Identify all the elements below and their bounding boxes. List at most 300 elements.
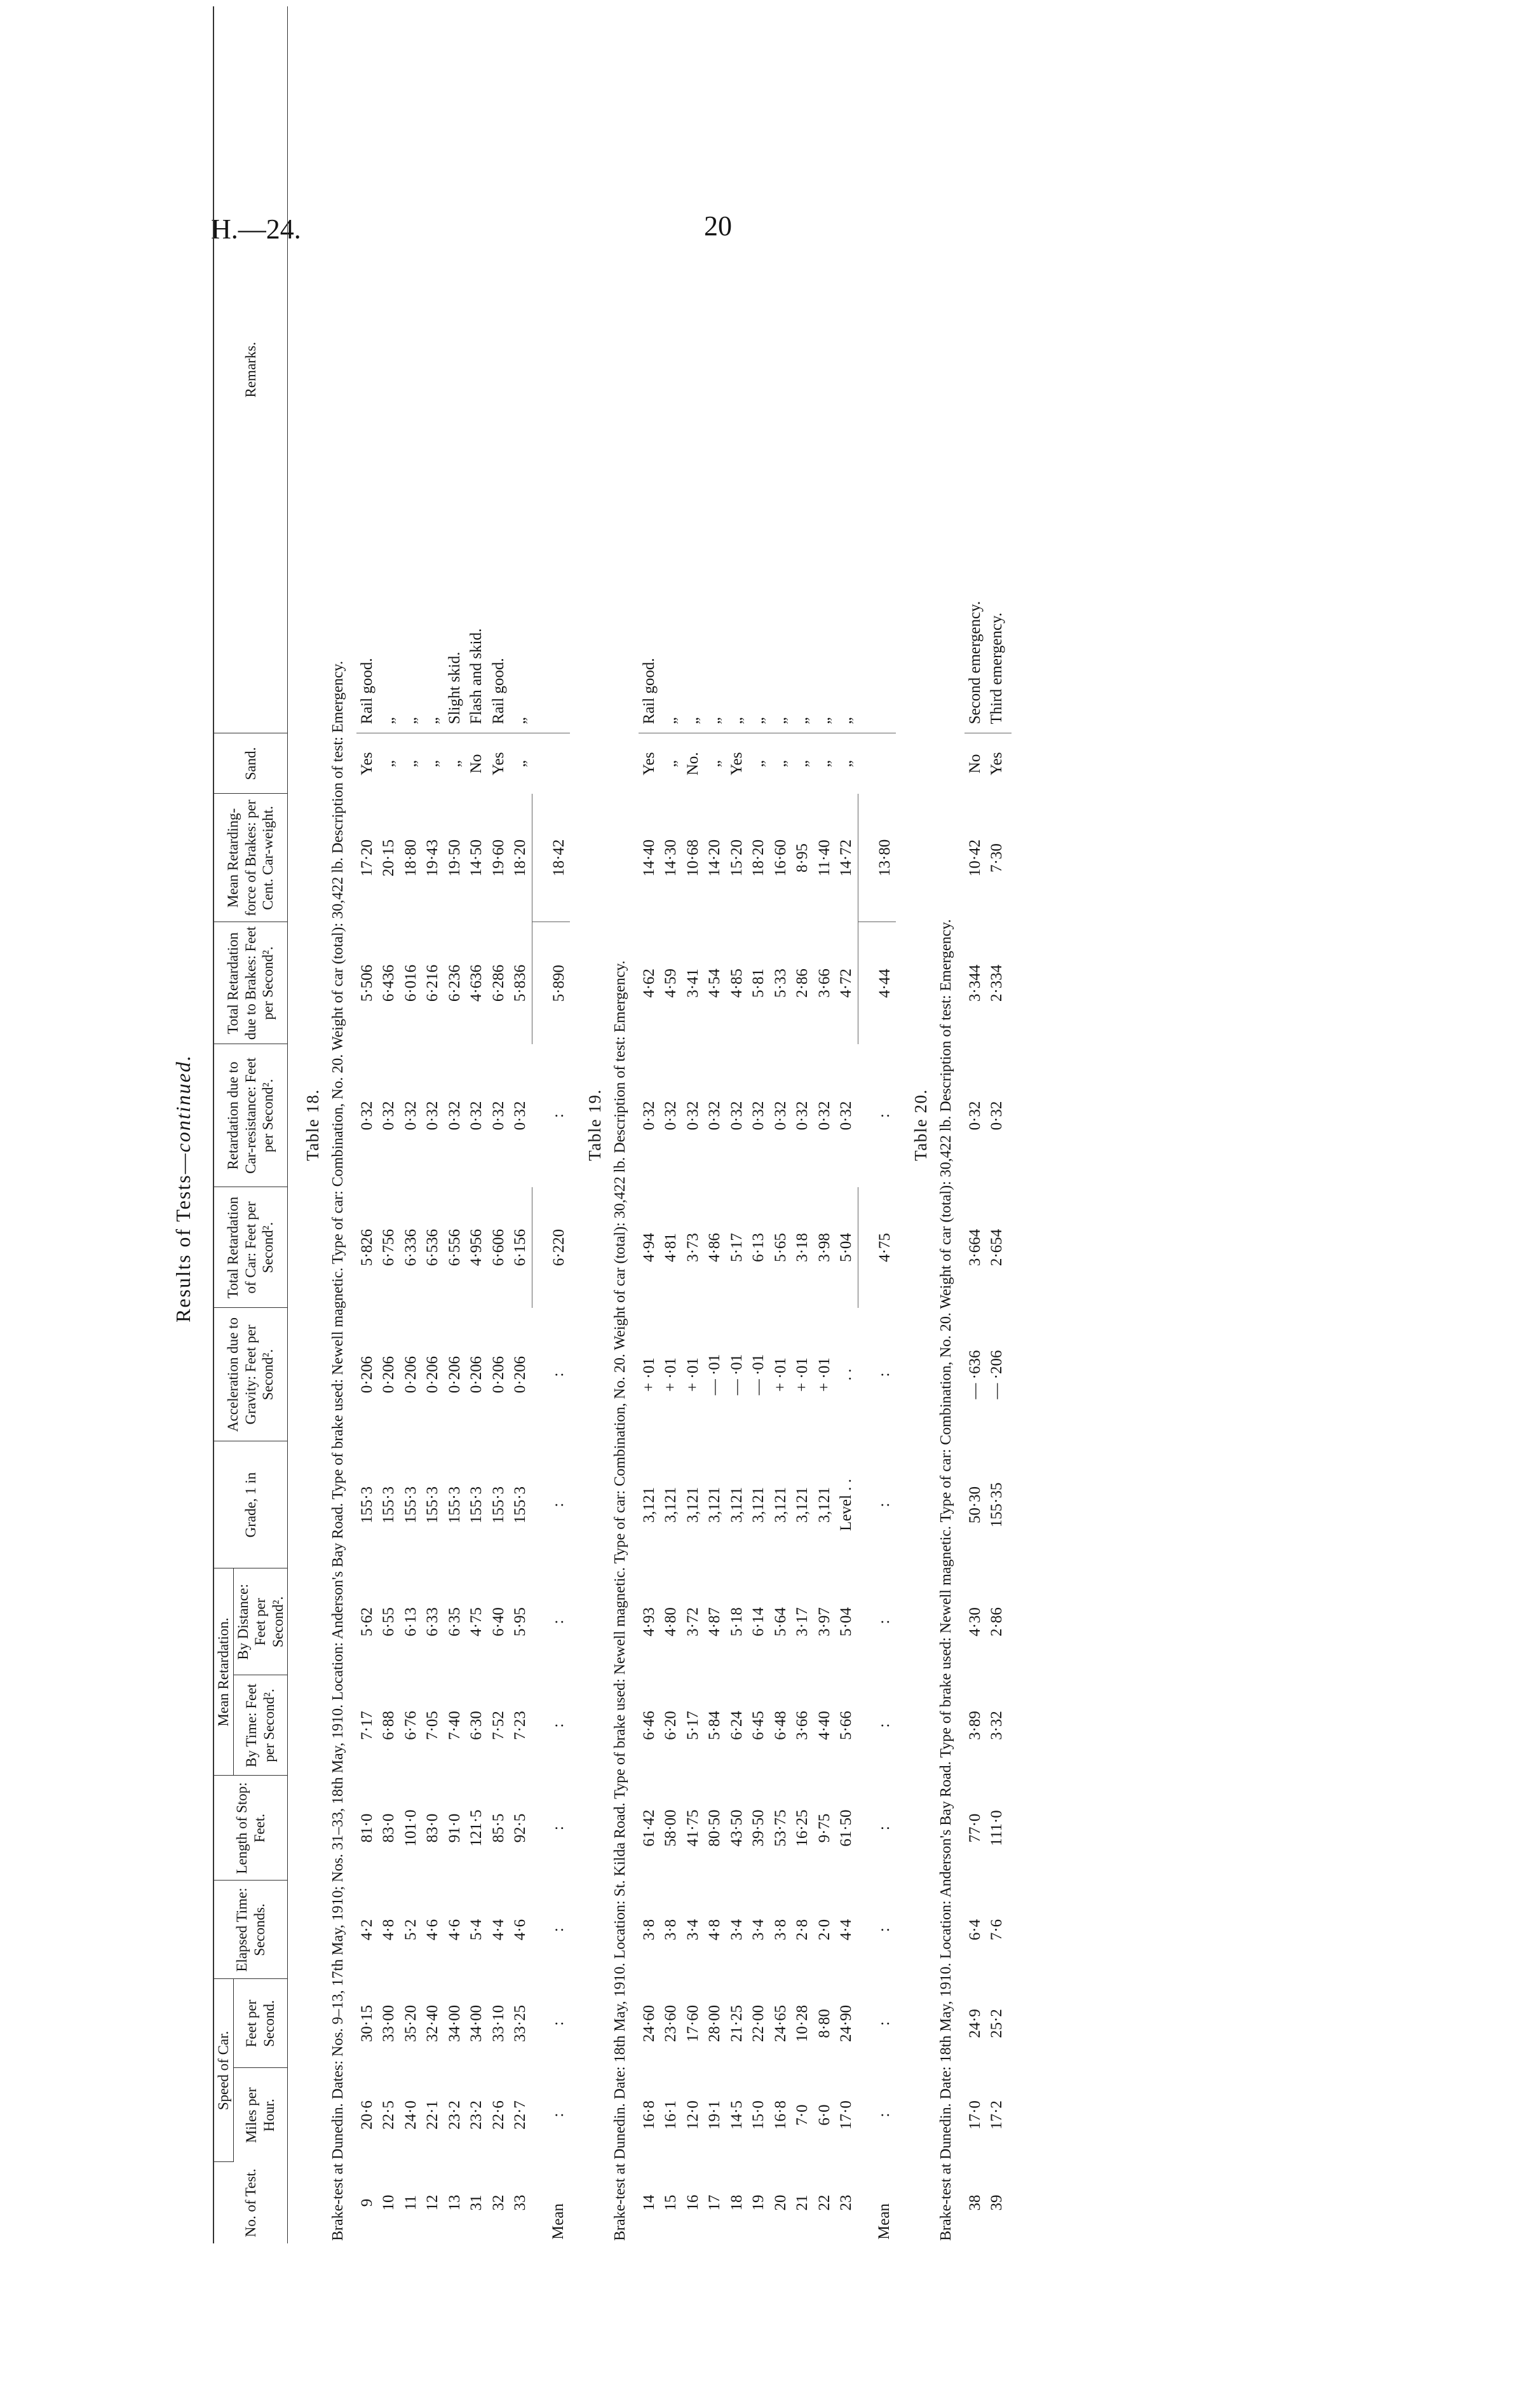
results-title-continued: continued.	[172, 1054, 194, 1153]
table-cell: 0·32	[640, 1101, 658, 1131]
table-cell: 20·6	[358, 2100, 376, 2130]
table-cell: 23·2	[445, 2100, 463, 2130]
table-cell: „	[748, 6, 770, 733]
table-cell: 0·206	[511, 1356, 529, 1394]
table-cell: 7·05	[424, 1711, 442, 1740]
table-cell: 5·826	[358, 1228, 376, 1267]
table-cell: 6·40	[489, 1607, 507, 1636]
table-description: Brake-test at Dunedin. Dates: Nos. 9–13, 17th May, 1910; Nos. 31–33, 18th May, 1910. Location: Anderson's Bay Road. Type of brake used: Newell magnetic. Type of car: Combination, No. 20. Weight of car (total): 30,422 lb. Description of test: Emergency.	[330, 660, 347, 2241]
table-row	[704, 6, 726, 2243]
table-cell: „	[837, 760, 855, 768]
table-cell: 0·32	[424, 1101, 442, 1131]
mean-row	[858, 6, 896, 2243]
table-cell: 5·04	[837, 1233, 855, 1262]
table-title: Table 20.	[911, 1089, 931, 1161]
table-row	[726, 6, 748, 2243]
table-cell: 50·30	[966, 1486, 984, 1524]
rotated-results-table	[172, 133, 1353, 2243]
col-remarks: Remarks.	[213, 6, 288, 733]
table-cell: 0·32	[445, 1101, 463, 1131]
table-cell: 33·10	[489, 2004, 507, 2043]
table-cell: 3·41	[684, 969, 701, 998]
table-cell: 7·52	[489, 1711, 507, 1740]
table-cell: 0·206	[445, 1356, 463, 1394]
table-cell: 2·86	[794, 969, 811, 998]
table-cell: 3,121	[640, 1486, 658, 1523]
table-cell: No	[966, 754, 984, 774]
table-cell: + ·01	[684, 1357, 701, 1392]
table-cell: 7·0	[794, 2104, 811, 2126]
table-cell: „	[402, 760, 419, 768]
table-cell: 77·0	[966, 1813, 984, 1843]
table-cell: 5·64	[771, 1607, 789, 1636]
mean-total-ret-car: 4·75	[858, 1187, 896, 1308]
table-row	[444, 6, 466, 2243]
table-cell: 5·2	[402, 1919, 419, 1941]
table-cell: 3·664	[966, 1228, 984, 1267]
table-cell: 14	[640, 2194, 658, 2211]
table-cell: 3·73	[684, 1233, 701, 1262]
table-cell: 38	[966, 2194, 984, 2211]
table-cell: 53·75	[771, 1809, 789, 1847]
table-cell: 61·50	[837, 1809, 855, 1847]
table-cell: 3·4	[684, 1919, 701, 1941]
table-cell: 23·2	[468, 2100, 485, 2130]
table-cell: 22·7	[511, 2100, 529, 2130]
table-cell: 155·3	[358, 1486, 376, 1524]
table-row	[488, 6, 510, 2243]
table-cell: 9	[358, 2198, 376, 2207]
table-cell: + ·01	[815, 1357, 833, 1392]
mean-dots: :	[550, 1372, 567, 1377]
table-cell: 5·506	[358, 964, 376, 1002]
col-elapsed: Elapsed Time: Seconds.	[213, 1881, 288, 1979]
table-cell: 80·50	[706, 1809, 724, 1847]
table-cell: 5·65	[771, 1233, 789, 1262]
table-cell: 4·85	[728, 969, 745, 998]
table-cell: 24·60	[640, 2004, 658, 2043]
table-cell: 6·216	[424, 964, 442, 1002]
table-cell: 0·206	[358, 1356, 376, 1394]
table-cell: 8·95	[794, 843, 811, 873]
mean-dots: :	[876, 1113, 893, 1118]
table-cell: 33·25	[511, 2004, 529, 2043]
table-cell: 155·3	[402, 1486, 419, 1524]
table-cell: 6·436	[380, 964, 398, 1002]
table-description-row	[933, 6, 964, 2243]
mean-dots: :	[550, 1113, 567, 1118]
table-row	[682, 6, 705, 2243]
table-cell: 6·756	[380, 1228, 398, 1267]
table-cell: 6·88	[380, 1711, 398, 1740]
mean-cell	[532, 733, 570, 794]
table-cell: 0·32	[966, 1101, 984, 1131]
table-cell: „	[704, 6, 726, 733]
table-cell: 155·35	[988, 1482, 1006, 1528]
table-cell: 22·5	[380, 2100, 398, 2130]
page-header-code: H.—24.	[211, 214, 301, 245]
table-cell: 21·25	[728, 2004, 745, 2043]
table-cell: 3·89	[966, 1711, 984, 1740]
table-cell: 17·0	[966, 2100, 984, 2130]
table-cell: 10·42	[966, 839, 984, 877]
table-cell: 155·3	[511, 1486, 529, 1524]
table-cell: 3,121	[728, 1486, 745, 1523]
table-cell: 14·30	[662, 839, 680, 877]
table-cell: 18	[728, 2194, 745, 2211]
col-by-distance: By Distance: Feet per Second².	[233, 1568, 288, 1675]
table-cell: 7·30	[988, 843, 1006, 873]
table-cell: 83·0	[380, 1813, 398, 1843]
table-cell: 19	[750, 2194, 768, 2211]
table-cell: + ·01	[771, 1357, 789, 1392]
table-cell: 25·2	[988, 2009, 1006, 2038]
table-cell: 0·32	[728, 1101, 745, 1131]
table-row	[770, 6, 792, 2243]
table-cell: + ·01	[794, 1357, 811, 1392]
table-cell: Rail good.	[356, 6, 379, 733]
table-cell: 14·5	[728, 2100, 745, 2130]
table-cell: 2·86	[988, 1607, 1006, 1636]
table-cell: 6·236	[445, 964, 463, 1002]
table-cell: + ·01	[662, 1357, 680, 1392]
table-cell: 58·00	[662, 1809, 680, 1847]
mean-label: Mean	[550, 2203, 567, 2240]
table-cell: 17·2	[988, 2100, 1006, 2130]
table-cell: 35·20	[402, 2004, 419, 2043]
table-cell: 16·25	[794, 1809, 811, 1847]
table-cell: Yes	[640, 752, 658, 775]
table-cell: 4·4	[837, 1919, 855, 1941]
mean-dots: :	[876, 1723, 893, 1728]
col-total-ret-car: Total Retardation of Car: Feet per Second².	[213, 1187, 288, 1308]
table-cell: 31	[468, 2194, 485, 2211]
table-cell: 30·15	[358, 2004, 376, 2043]
table-cell: 3·66	[815, 969, 833, 998]
table-cell: 22	[815, 2194, 833, 2211]
table-cell: 0·32	[662, 1101, 680, 1131]
mean-dots: :	[876, 1372, 893, 1377]
table-cell: 0·206	[380, 1356, 398, 1394]
table-cell: 3,121	[794, 1486, 811, 1523]
col-no-of-test: No. of Test.	[213, 2162, 288, 2243]
table-cell: 6·45	[750, 1711, 768, 1740]
col-ret-car-resistance: Retardation due to Car-resistance: Feet per Second².	[213, 1044, 288, 1187]
table-cell: 3·4	[728, 1919, 745, 1941]
table-cell: 121·5	[468, 1809, 485, 1847]
table-cell: 28·00	[706, 2004, 724, 2043]
table-row	[510, 6, 532, 2243]
col-mean-ret-group: Mean Retardation.	[213, 1568, 233, 1776]
table-cell: 21	[794, 2194, 811, 2211]
table-cell: 6·606	[489, 1228, 507, 1267]
table-cell: 0·32	[489, 1101, 507, 1131]
mean-cell	[858, 733, 896, 794]
table-cell: 2·334	[988, 964, 1006, 1002]
table-cell: „	[750, 760, 768, 768]
table-cell: 5·81	[750, 969, 768, 998]
table-cell: 155·3	[468, 1486, 485, 1524]
table-cell: „	[814, 6, 836, 733]
table-cell: „	[794, 760, 811, 768]
table-cell: 3·98	[815, 1233, 833, 1262]
table-title-row	[896, 6, 933, 2243]
table-cell: 6·286	[489, 964, 507, 1002]
table-cell: 22·1	[424, 2100, 442, 2130]
table-cell: 4·4	[489, 1919, 507, 1941]
table-row	[986, 6, 1012, 2243]
table-cell: 4·81	[662, 1233, 680, 1262]
table-row	[964, 6, 987, 2243]
table-cell: 4·72	[837, 969, 855, 998]
table-cell: 16·1	[662, 2100, 680, 2130]
table-title-row	[570, 6, 607, 2243]
table-cell: 4·6	[511, 1919, 529, 1941]
table-cell: 15	[662, 2194, 680, 2211]
table-title-row	[288, 6, 326, 2243]
mean-dots: :	[550, 1826, 567, 1830]
mean-total-ret-brakes: 5·890	[532, 922, 570, 1044]
table-title: Table 18.	[303, 1089, 323, 1161]
table-cell: 0·32	[402, 1101, 419, 1131]
table-cell: „	[682, 6, 705, 733]
table-row	[378, 6, 400, 2243]
table-cell: „	[662, 760, 680, 768]
table-cell: 6·33	[424, 1607, 442, 1636]
table-cell: 0·32	[358, 1101, 376, 1131]
table-cell: 4·93	[640, 1607, 658, 1636]
table-cell: 14·40	[640, 839, 658, 877]
table-cell: 4·30	[966, 1607, 984, 1636]
table-cell: 2·0	[815, 1919, 833, 1941]
table-cell: 6·76	[402, 1711, 419, 1740]
table-cell: 12	[424, 2194, 442, 2211]
table-cell: 2·8	[794, 1919, 811, 1941]
table-cell: 81·0	[358, 1813, 376, 1843]
table-cell: 4·8	[706, 1919, 724, 1941]
table-cell: 19·1	[706, 2100, 724, 2130]
table-cell: 19·60	[489, 839, 507, 877]
table-cell: „	[660, 6, 682, 733]
mean-dots: :	[550, 1723, 567, 1728]
table-cell: 3,121	[815, 1486, 833, 1523]
table-cell: 16	[684, 2194, 701, 2211]
table-cell: 3,121	[662, 1486, 680, 1523]
table-cell: „	[771, 760, 789, 768]
table-cell: „	[445, 760, 463, 768]
table-cell: 19·50	[445, 839, 463, 877]
table-cell: 5·18	[728, 1607, 745, 1636]
table-cell: „	[792, 6, 814, 733]
table-cell: 41·75	[684, 1809, 701, 1847]
table-cell: 3·32	[988, 1711, 1006, 1740]
table-cell: Rail good.	[488, 6, 510, 733]
table-cell: 33	[511, 2194, 529, 2211]
table-cell: 155·3	[380, 1486, 398, 1524]
table-cell: — ·636	[966, 1350, 984, 1399]
table-row	[814, 6, 836, 2243]
table-cell: Yes	[988, 752, 1006, 775]
table-cell: 6·0	[815, 2104, 833, 2126]
col-length: Length of Stop: Feet.	[213, 1776, 288, 1881]
table-cell: „	[770, 6, 792, 733]
table-cell: 4·86	[706, 1233, 724, 1262]
table-cell: 6·336	[402, 1228, 419, 1267]
table-cell: 0·32	[380, 1101, 398, 1131]
table-cell: Flash and skid.	[466, 6, 488, 733]
col-grade: Grade, 1 in	[213, 1441, 288, 1568]
table-cell: 4·6	[445, 1919, 463, 1941]
table-cell: 39	[988, 2194, 1006, 2211]
table-cell: 11	[402, 2194, 419, 2211]
table-cell: 6·4	[966, 1919, 984, 1941]
table-cell: 6·55	[380, 1607, 398, 1636]
mean-total-ret-brakes: 4·44	[858, 922, 896, 1044]
col-sand: Sand.	[213, 733, 288, 794]
table-cell: Second emergency.	[964, 6, 987, 733]
table-cell: „	[400, 6, 423, 733]
table-cell: 0·32	[684, 1101, 701, 1131]
table-cell: 8·80	[815, 2009, 833, 2038]
col-accel-gravity: Acceleration due to Gravity: Feet per Second².	[213, 1308, 288, 1441]
table-cell: 5·84	[706, 1711, 724, 1740]
mean-retarding-force: 13·80	[858, 794, 896, 922]
table-cell: 4·62	[640, 969, 658, 998]
table-cell: 5·17	[728, 1233, 745, 1262]
table-cell: 6·156	[511, 1228, 529, 1267]
table-cell: 0·32	[468, 1101, 485, 1131]
table-cell: 20·15	[380, 839, 398, 877]
table-cell: 5·33	[771, 969, 789, 998]
table-cell: 3·8	[771, 1919, 789, 1941]
table-cell: 83·0	[424, 1813, 442, 1843]
table-cell: 17	[706, 2194, 724, 2211]
mean-dots: :	[876, 1502, 893, 1507]
table-cell: Level . .	[837, 1479, 855, 1531]
table-cell: 23·60	[662, 2004, 680, 2043]
table-cell: 3·97	[815, 1607, 833, 1636]
table-cell: 39·50	[750, 1809, 768, 1847]
table-cell: 111·0	[988, 1810, 1006, 1846]
table-cell: 3,121	[771, 1486, 789, 1523]
table-cell: 17·20	[358, 839, 376, 877]
table-row	[466, 6, 488, 2243]
table-cell: 6·20	[662, 1711, 680, 1740]
table-cell: 0·32	[706, 1101, 724, 1131]
table-cell: 14·72	[837, 839, 855, 877]
table-cell: 4·94	[640, 1233, 658, 1262]
col-miles-per-hour: Miles per Hour.	[233, 2068, 288, 2162]
table-cell: 17·0	[837, 2100, 855, 2130]
table-cell: 0·32	[511, 1101, 529, 1131]
table-cell: 4·636	[468, 964, 485, 1002]
table-cell: 3·8	[640, 1919, 658, 1941]
mean-dots: :	[550, 2021, 567, 2026]
mean-dots: :	[550, 1619, 567, 1624]
table-cell: 101·0	[402, 1809, 419, 1847]
table-cell: 0·206	[468, 1356, 485, 1394]
table-cell: 22·00	[750, 2004, 768, 2043]
table-cell: 155·3	[445, 1486, 463, 1524]
table-cell: 3·66	[794, 1711, 811, 1740]
table-cell: 20	[771, 2194, 789, 2211]
col-speed-group: Speed of Car.	[213, 1979, 233, 2162]
table-cell: „	[726, 6, 748, 733]
table-cell: 19·43	[424, 839, 442, 877]
mean-dots: :	[550, 2112, 567, 2118]
table-cell: 32	[489, 2194, 507, 2211]
table-cell: Rail good.	[639, 6, 661, 733]
col-mean-retarding-force: Mean Retarding-force of Brakes: per Cent. Car-weight.	[213, 794, 288, 922]
mean-retarding-force: 18·42	[532, 794, 570, 922]
table-cell: 5·836	[511, 964, 529, 1002]
table-cell: 0·206	[424, 1356, 442, 1394]
table-cell: 9·75	[815, 1813, 833, 1843]
table-cell: 3·17	[794, 1607, 811, 1636]
table-cell: 5·04	[837, 1607, 855, 1636]
mean-label: Mean	[876, 2203, 893, 2240]
table-cell: 0·32	[815, 1101, 833, 1131]
table-cell: 2·654	[988, 1228, 1006, 1267]
table-cell: Slight skid.	[444, 6, 466, 733]
table-cell: „	[378, 6, 400, 733]
table-cell: 3·4	[750, 1919, 768, 1941]
table-row	[836, 6, 858, 2243]
table-cell: 22·6	[489, 2100, 507, 2130]
table-cell: 11·40	[815, 840, 833, 876]
table-cell: 5·17	[684, 1711, 701, 1740]
table-cell: 4·6	[424, 1919, 442, 1941]
table-cell: 23	[837, 2194, 855, 2211]
mean-dots: :	[550, 1502, 567, 1507]
table-cell: 43·50	[728, 1809, 745, 1847]
table-cell: 61·42	[640, 1809, 658, 1847]
table-cell: „	[380, 760, 398, 768]
table-cell: 92·5	[511, 1813, 529, 1843]
table-cell: 4·956	[468, 1228, 485, 1267]
table-cell: 0·206	[402, 1356, 419, 1394]
table-cell: 24·90	[837, 2004, 855, 2043]
table-cell: 3·8	[662, 1919, 680, 1941]
table-cell: „	[510, 6, 532, 733]
col-by-time: By Time: Feet per Second².	[233, 1675, 288, 1776]
mean-total-ret-car: 6·220	[532, 1187, 570, 1308]
table-cell: 10·28	[794, 2004, 811, 2043]
table-description: Brake-test at Dunedin. Date: 18th May, 1910. Location: Anderson's Bay Road. Type of brake used: Newell magnetic. Type of car: Combination, No. 20. Weight of car (total): 30,422 lb. Description of test: Emergency.	[938, 919, 955, 2241]
table-cell: 4·80	[662, 1607, 680, 1636]
table-cell: 3·344	[966, 964, 984, 1002]
table-row	[792, 6, 814, 2243]
table-cell: 6·24	[728, 1711, 745, 1740]
mean-dots: :	[550, 1928, 567, 1932]
table-cell: 15·0	[750, 2100, 768, 2130]
table-cell: 6·46	[640, 1711, 658, 1740]
table-cell: 3,121	[706, 1486, 724, 1523]
table-cell: + ·01	[640, 1357, 658, 1392]
table-cell: 14·50	[468, 839, 485, 877]
col-feet-per-second: Feet per Second.	[233, 1979, 288, 2068]
table-cell: 17·60	[684, 2004, 701, 2043]
table-row	[356, 6, 379, 2243]
table-cell: 5·95	[511, 1607, 529, 1636]
table-cell: 33·00	[380, 2004, 398, 2043]
table-cell: 10·68	[684, 839, 701, 877]
table-cell: — ·01	[706, 1354, 724, 1396]
table-cell: 0·32	[794, 1101, 811, 1131]
table-cell: 7·23	[511, 1711, 529, 1740]
table-cell: 155·3	[489, 1486, 507, 1524]
table-cell: 0·32	[837, 1101, 855, 1131]
